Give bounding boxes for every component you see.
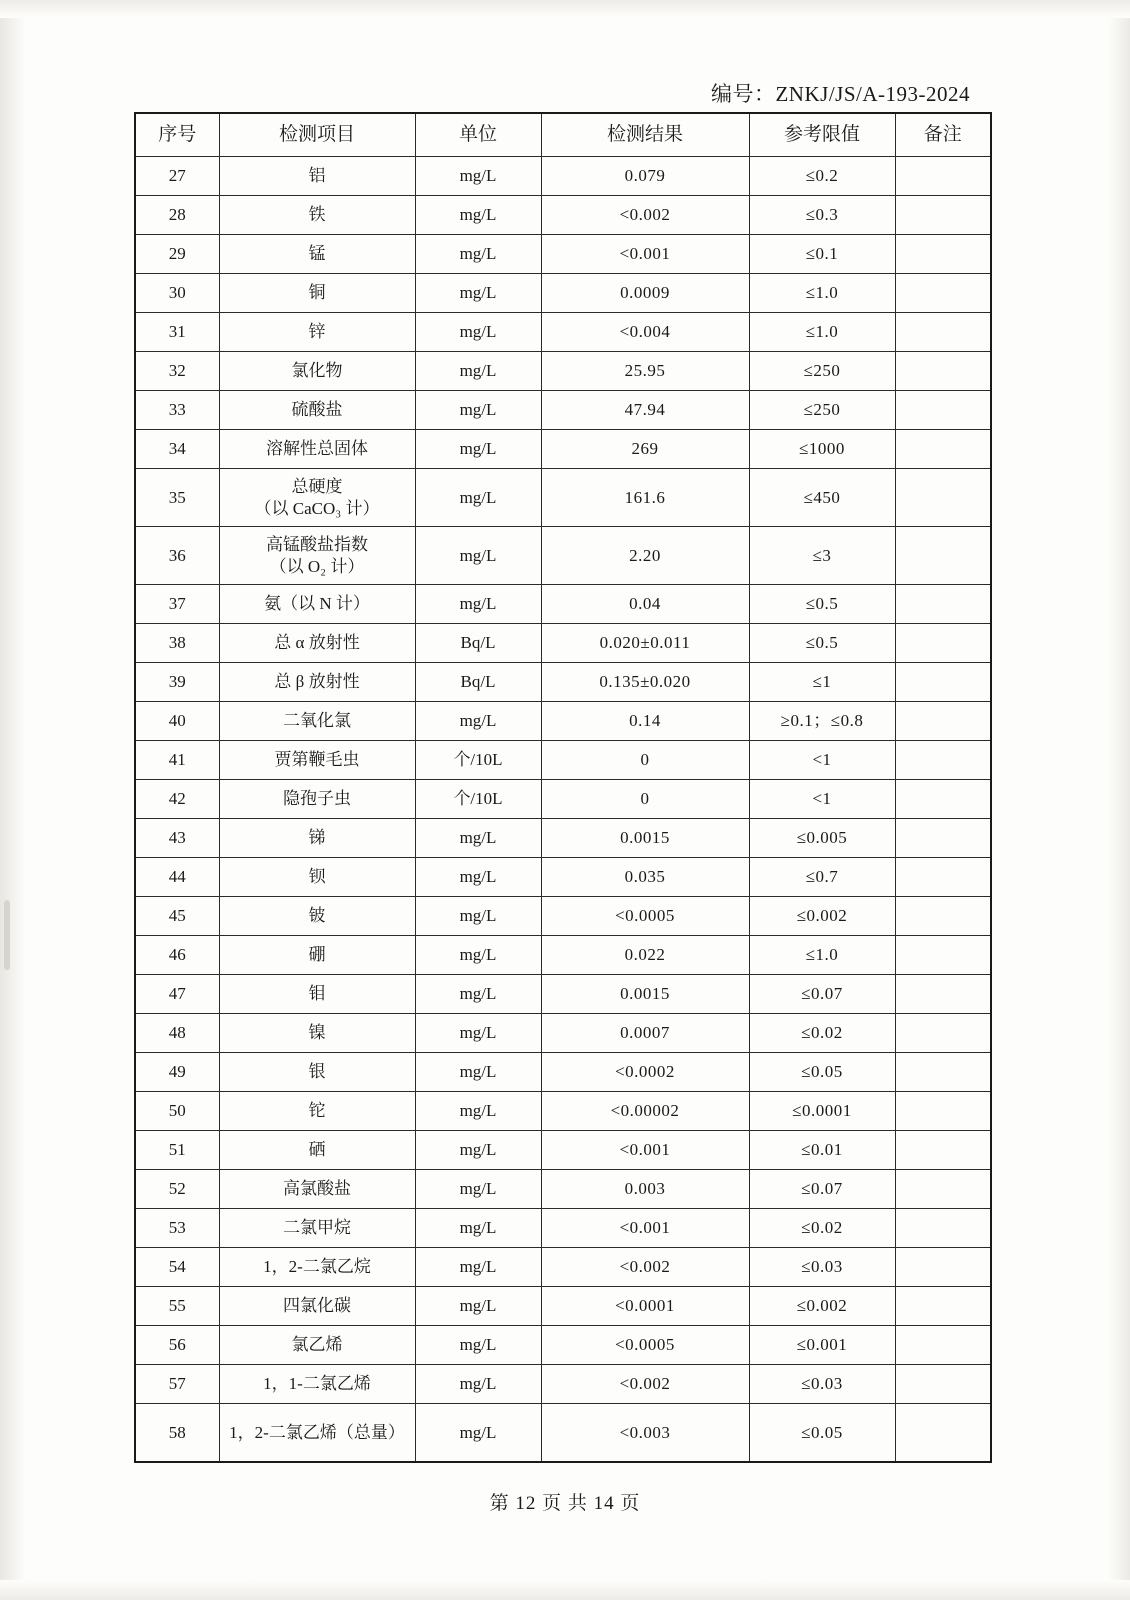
- cell-result: 0.135±0.020: [541, 663, 749, 702]
- cell-unit: 个/10L: [415, 741, 541, 780]
- cell-reference: ≤250: [749, 352, 895, 391]
- cell-unit: mg/L: [415, 1326, 541, 1365]
- table-row: [135, 157, 991, 196]
- column-header-result: 检测结果: [541, 113, 749, 157]
- cell-index: 42: [135, 780, 219, 819]
- column-header-index: 序号: [135, 113, 219, 157]
- cell-note: [895, 975, 991, 1014]
- cell-index: 37: [135, 585, 219, 624]
- table-row: [135, 702, 991, 741]
- table-header-row: [135, 113, 991, 157]
- cell-reference: ≤0.07: [749, 1170, 895, 1209]
- cell-result: <0.001: [541, 235, 749, 274]
- cell-result: 161.6: [541, 469, 749, 527]
- cell-result: <0.002: [541, 196, 749, 235]
- table-row: [135, 274, 991, 313]
- cell-index: 39: [135, 663, 219, 702]
- cell-index: 43: [135, 819, 219, 858]
- cell-note: [895, 1287, 991, 1326]
- cell-note: [895, 235, 991, 274]
- cell-index: 29: [135, 235, 219, 274]
- cell-result: 0.0015: [541, 975, 749, 1014]
- page-footer: 第 12 页 共 14 页: [489, 1493, 641, 1514]
- cell-result: 0.020±0.011: [541, 624, 749, 663]
- cell-unit: mg/L: [415, 430, 541, 469]
- cell-item: 贾第鞭毛虫: [219, 741, 415, 780]
- table-row: [135, 1209, 991, 1248]
- cell-note: [895, 702, 991, 741]
- cell-result: 0: [541, 780, 749, 819]
- cell-note: [895, 527, 991, 585]
- cell-reference: ≤0.01: [749, 1131, 895, 1170]
- table-row: [135, 235, 991, 274]
- cell-note: [895, 624, 991, 663]
- document-code-label: 编号：: [710, 82, 776, 106]
- cell-unit: mg/L: [415, 1170, 541, 1209]
- cell-unit: mg/L: [415, 1092, 541, 1131]
- cell-index: 50: [135, 1092, 219, 1131]
- cell-reference: <1: [749, 741, 895, 780]
- cell-reference: ≤0.0001: [749, 1092, 895, 1131]
- cell-reference: ≥0.1；≤0.8: [749, 702, 895, 741]
- table-row: [135, 196, 991, 235]
- cell-index: 57: [135, 1365, 219, 1404]
- table-row: [135, 624, 991, 663]
- cell-result: 0.0015: [541, 819, 749, 858]
- table-row: [135, 1248, 991, 1287]
- cell-result: <0.0005: [541, 1326, 749, 1365]
- table-header: [135, 113, 991, 157]
- cell-reference: ≤1.0: [749, 936, 895, 975]
- cell-reference: ≤0.002: [749, 1287, 895, 1326]
- cell-reference: ≤0.02: [749, 1209, 895, 1248]
- cell-index: 27: [135, 157, 219, 196]
- column-header-reference: 参考限值: [749, 113, 895, 157]
- table-row: [135, 352, 991, 391]
- cell-item: 铊: [219, 1092, 415, 1131]
- cell-result: <0.001: [541, 1131, 749, 1170]
- cell-index: 33: [135, 391, 219, 430]
- binding-punch-mark: [4, 900, 10, 970]
- cell-unit: mg/L: [415, 819, 541, 858]
- cell-reference: ≤0.02: [749, 1014, 895, 1053]
- cell-note: [895, 1404, 991, 1462]
- cell-reference: ≤0.03: [749, 1365, 895, 1404]
- table-row: [135, 1404, 991, 1462]
- cell-item: 钡: [219, 858, 415, 897]
- cell-reference: ≤1: [749, 663, 895, 702]
- cell-item: 氯乙烯: [219, 1326, 415, 1365]
- cell-note: [895, 469, 991, 527]
- cell-reference: ≤0.05: [749, 1404, 895, 1462]
- cell-note: [895, 391, 991, 430]
- cell-item: 总 β 放射性: [219, 663, 415, 702]
- cell-note: [895, 936, 991, 975]
- cell-note: [895, 1248, 991, 1287]
- cell-reference: ≤3: [749, 527, 895, 585]
- cell-unit: mg/L: [415, 274, 541, 313]
- results-table: [134, 112, 992, 1463]
- cell-result: <0.0002: [541, 1053, 749, 1092]
- cell-note: [895, 1092, 991, 1131]
- table-row: [135, 1326, 991, 1365]
- cell-note: [895, 1326, 991, 1365]
- cell-reference: ≤1.0: [749, 274, 895, 313]
- table-row: [135, 819, 991, 858]
- cell-result: 0.04: [541, 585, 749, 624]
- cell-unit: Bq/L: [415, 663, 541, 702]
- cell-unit: mg/L: [415, 936, 541, 975]
- cell-reference: ≤0.1: [749, 235, 895, 274]
- cell-note: [895, 585, 991, 624]
- cell-unit: mg/L: [415, 1131, 541, 1170]
- cell-note: [895, 352, 991, 391]
- cell-note: [895, 1014, 991, 1053]
- table-row: [135, 975, 991, 1014]
- cell-unit: mg/L: [415, 1404, 541, 1462]
- cell-item: 1，2-二氯乙烯（总量）: [219, 1404, 415, 1462]
- cell-item: 总 α 放射性: [219, 624, 415, 663]
- cell-index: 56: [135, 1326, 219, 1365]
- cell-item: 锌: [219, 313, 415, 352]
- column-header-note: 备注: [895, 113, 991, 157]
- cell-result: <0.00002: [541, 1092, 749, 1131]
- table-row: [135, 313, 991, 352]
- cell-reference: ≤1000: [749, 430, 895, 469]
- cell-item: 锰: [219, 235, 415, 274]
- cell-unit: mg/L: [415, 1365, 541, 1404]
- cell-item: 硼: [219, 936, 415, 975]
- cell-item: 四氯化碳: [219, 1287, 415, 1326]
- table-row: [135, 391, 991, 430]
- cell-unit: Bq/L: [415, 624, 541, 663]
- cell-index: 30: [135, 274, 219, 313]
- cell-note: [895, 897, 991, 936]
- cell-reference: ≤0.7: [749, 858, 895, 897]
- cell-item: 高锰酸盐指数 （以 O₂ 计）: [219, 527, 415, 585]
- cell-note: [895, 780, 991, 819]
- cell-reference: ≤0.03: [749, 1248, 895, 1287]
- cell-index: 49: [135, 1053, 219, 1092]
- cell-item: 铁: [219, 196, 415, 235]
- cell-item: 氨（以 N 计）: [219, 585, 415, 624]
- cell-index: 31: [135, 313, 219, 352]
- cell-index: 40: [135, 702, 219, 741]
- cell-unit: mg/L: [415, 469, 541, 527]
- table-row: [135, 1287, 991, 1326]
- cell-reference: ≤0.002: [749, 897, 895, 936]
- cell-result: <0.003: [541, 1404, 749, 1462]
- cell-item: 二氧化氯: [219, 702, 415, 741]
- cell-index: 48: [135, 1014, 219, 1053]
- cell-result: <0.002: [541, 1365, 749, 1404]
- cell-unit: mg/L: [415, 975, 541, 1014]
- cell-unit: mg/L: [415, 1014, 541, 1053]
- cell-result: 2.20: [541, 527, 749, 585]
- cell-reference: ≤0.005: [749, 819, 895, 858]
- cell-item: 氯化物: [219, 352, 415, 391]
- cell-result: 0.003: [541, 1170, 749, 1209]
- cell-note: [895, 819, 991, 858]
- cell-reference: ≤0.5: [749, 585, 895, 624]
- table-row: [135, 897, 991, 936]
- cell-result: 0.0009: [541, 274, 749, 313]
- cell-result: 0: [541, 741, 749, 780]
- cell-item: 隐孢子虫: [219, 780, 415, 819]
- table-row: [135, 1092, 991, 1131]
- table-row: [135, 936, 991, 975]
- document-code: [711, 78, 970, 108]
- cell-reference: ≤450: [749, 469, 895, 527]
- cell-item: 铝: [219, 157, 415, 196]
- cell-note: [895, 1131, 991, 1170]
- cell-index: 47: [135, 975, 219, 1014]
- table-row: [135, 527, 991, 585]
- cell-note: [895, 196, 991, 235]
- table-row: [135, 1131, 991, 1170]
- cell-index: 34: [135, 430, 219, 469]
- cell-note: [895, 1365, 991, 1404]
- cell-unit: mg/L: [415, 858, 541, 897]
- cell-item: 镍: [219, 1014, 415, 1053]
- cell-note: [895, 741, 991, 780]
- column-header-item: 检测项目: [219, 113, 415, 157]
- cell-result: <0.001: [541, 1209, 749, 1248]
- cell-unit: mg/L: [415, 391, 541, 430]
- scan-edge-top: [0, 0, 1130, 18]
- cell-reference: ≤0.05: [749, 1053, 895, 1092]
- cell-index: 36: [135, 527, 219, 585]
- cell-item: 硒: [219, 1131, 415, 1170]
- cell-reference: ≤0.2: [749, 157, 895, 196]
- cell-unit: mg/L: [415, 585, 541, 624]
- cell-unit: mg/L: [415, 352, 541, 391]
- cell-unit: mg/L: [415, 196, 541, 235]
- cell-unit: mg/L: [415, 702, 541, 741]
- cell-result: 0.079: [541, 157, 749, 196]
- cell-item: 铍: [219, 897, 415, 936]
- scan-edge-bottom: [0, 1580, 1130, 1600]
- cell-unit: mg/L: [415, 235, 541, 274]
- cell-item: 二氯甲烷: [219, 1209, 415, 1248]
- cell-reference: ≤0.3: [749, 196, 895, 235]
- cell-result: <0.0005: [541, 897, 749, 936]
- cell-index: 44: [135, 858, 219, 897]
- cell-index: 32: [135, 352, 219, 391]
- cell-unit: mg/L: [415, 1287, 541, 1326]
- cell-note: [895, 1053, 991, 1092]
- cell-index: 54: [135, 1248, 219, 1287]
- cell-result: 269: [541, 430, 749, 469]
- column-header-unit: 单位: [415, 113, 541, 157]
- cell-index: 28: [135, 196, 219, 235]
- cell-result: 0.035: [541, 858, 749, 897]
- cell-index: 58: [135, 1404, 219, 1462]
- cell-result: <0.0001: [541, 1287, 749, 1326]
- cell-index: 53: [135, 1209, 219, 1248]
- table-row: [135, 469, 991, 527]
- table-row: [135, 663, 991, 702]
- cell-item: 溶解性总固体: [219, 430, 415, 469]
- cell-unit: mg/L: [415, 1209, 541, 1248]
- cell-index: 38: [135, 624, 219, 663]
- table-row: [135, 1170, 991, 1209]
- cell-result: 25.95: [541, 352, 749, 391]
- cell-item: 硫酸盐: [219, 391, 415, 430]
- cell-reference: <1: [749, 780, 895, 819]
- cell-reference: ≤0.001: [749, 1326, 895, 1365]
- cell-unit: mg/L: [415, 313, 541, 352]
- table-row: [135, 1014, 991, 1053]
- cell-index: 52: [135, 1170, 219, 1209]
- cell-unit: mg/L: [415, 897, 541, 936]
- table-row: [135, 1053, 991, 1092]
- cell-unit: mg/L: [415, 1053, 541, 1092]
- cell-reference: ≤1.0: [749, 313, 895, 352]
- cell-reference: ≤250: [749, 391, 895, 430]
- table-row: [135, 585, 991, 624]
- scan-edge-right: [1108, 0, 1130, 1600]
- table-row: [135, 858, 991, 897]
- cell-note: [895, 663, 991, 702]
- cell-note: [895, 274, 991, 313]
- table-row: [135, 780, 991, 819]
- cell-note: [895, 858, 991, 897]
- cell-note: [895, 157, 991, 196]
- cell-unit: mg/L: [415, 157, 541, 196]
- table-row: [135, 1365, 991, 1404]
- cell-note: [895, 1170, 991, 1209]
- document-code-value: ZNKJ/JS/A-193-2024: [775, 82, 970, 106]
- cell-index: 41: [135, 741, 219, 780]
- cell-item: 1，2-二氯乙烷: [219, 1248, 415, 1287]
- cell-item: 1，1-二氯乙烯: [219, 1365, 415, 1404]
- cell-index: 51: [135, 1131, 219, 1170]
- cell-result: 47.94: [541, 391, 749, 430]
- cell-unit: mg/L: [415, 1248, 541, 1287]
- cell-item: 总硬度 （以 CaCO₃ 计）: [219, 469, 415, 527]
- cell-item: 锑: [219, 819, 415, 858]
- cell-result: 0.14: [541, 702, 749, 741]
- cell-item: 银: [219, 1053, 415, 1092]
- cell-index: 45: [135, 897, 219, 936]
- cell-note: [895, 313, 991, 352]
- cell-index: 55: [135, 1287, 219, 1326]
- table-row: [135, 741, 991, 780]
- cell-result: <0.002: [541, 1248, 749, 1287]
- cell-unit: 个/10L: [415, 780, 541, 819]
- cell-reference: ≤0.5: [749, 624, 895, 663]
- cell-index: 46: [135, 936, 219, 975]
- cell-note: [895, 430, 991, 469]
- cell-note: [895, 1209, 991, 1248]
- cell-index: 35: [135, 469, 219, 527]
- scan-edge-left: [0, 0, 26, 1600]
- cell-item: 高氯酸盐: [219, 1170, 415, 1209]
- table-body: [135, 157, 991, 1462]
- cell-result: 0.0007: [541, 1014, 749, 1053]
- cell-reference: ≤0.07: [749, 975, 895, 1014]
- cell-item: 钼: [219, 975, 415, 1014]
- cell-result: <0.004: [541, 313, 749, 352]
- cell-unit: mg/L: [415, 527, 541, 585]
- cell-item: 铜: [219, 274, 415, 313]
- cell-result: 0.022: [541, 936, 749, 975]
- table-row: [135, 430, 991, 469]
